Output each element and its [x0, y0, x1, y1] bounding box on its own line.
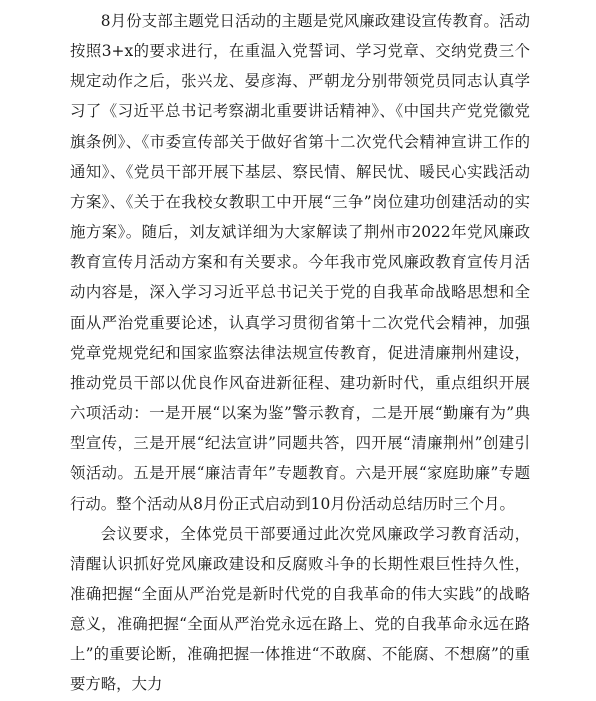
document-body: [70, 6, 530, 700]
paragraph-party-day-activity: 8月份支部主题党日活动的主题是党风廉政建设宣传教育。活动按照3+x的要求进行，在重温入党誓词、学习党章、交纳党费三个规定动作之后，张兴龙、晏彦海、严朝龙分别带领党员同志认真学习了《习近平总书记考察湖北重要讲话精神》、《中国共产党党徽党旗条例》、《市委宣传部关于做好省第十二次党代会精神宣讲工作的通知》、《党员干部开展下基层、察民情、解民忧、暖民心实践活动方案》、《关于在我校女教职工中开展“三争”岗位建功创建活动的实施方案》。随后，刘友斌详细为大家解读了荆州市2022年党风廉政教育宣传月活动方案和有关要求。今年我市党风廉政教育宣传月活动内容是，深入学习习近平总书记关于党的自我革命战略思想和全面从严治党重要论述，认真学习贯彻省第十二次党代会精神，加强党章党规党纪和国家监察法律法规宣传教育，促进清廉荆州建设，推动党员干部以优良作风奋进新征程、建功新时代，重点组织开展六项活动：一是开展“以案为鉴”警示教育，二是开展“勤廉有为”典型宣传，三是开展“纪法宣讲”同题共答，四开展“清廉荆州”创建引领活动。五是开展“廉洁青年”专题教育。六是开展“家庭助廉”专题行动。整个活动从8月份正式启动到10月份活动总结历时三个月。: [70, 12, 530, 513]
paragraph-meeting-requirements: 会议要求，全体党员干部要通过此次党风廉政学习教育活动，清醒认识抓好党风廉政建设和反腐败斗争的长期性艰巨性持久性，准确把握“全面从严治党是新时代党的自我革命的伟大实践”的战略意义，准确把握“全面从严治党永远在路上、党的自我革命永远在路上”的重要论断，准确把握一体推进“不敢腐、不能腐、不想腐”的重要方略，大力: [70, 524, 530, 694]
